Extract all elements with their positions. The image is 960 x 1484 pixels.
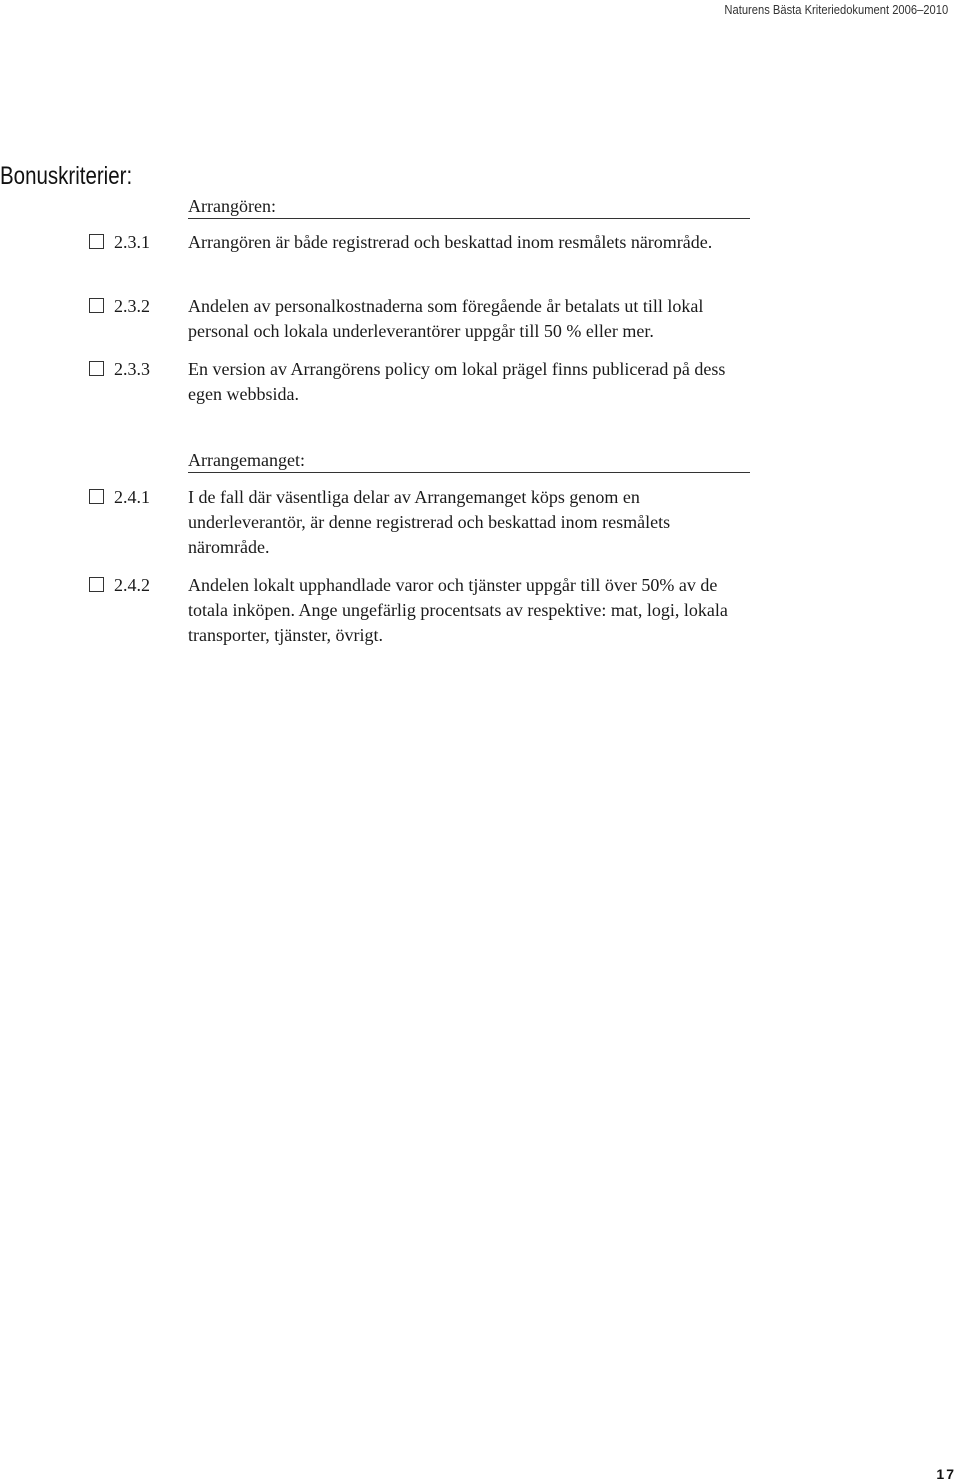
criterion-code: 2.3.2 (114, 296, 150, 316)
checkbox-2-3-2[interactable] (89, 298, 104, 313)
criterion-code: 2.3.3 (114, 359, 150, 379)
criterion-text: Andelen lokalt upphandlade varor och tjänster uppgår till över 50% av de totala inköpen. Ange ungefärlig procentsats av respektive: mat, logi, lokala transporter, tjänster, övrigt. (188, 575, 728, 645)
criterion-code: 2.4.1 (114, 487, 150, 507)
section-title-arrangemanget: Arrangemanget: (188, 448, 750, 473)
checkbox-2-4-1[interactable] (89, 489, 104, 504)
running-header: Naturens Bästa Kriteriedokument 2006–2010 (724, 2, 948, 17)
criterion-text: Arrangören är både registrerad och beskattad inom resmålets närområde. (188, 232, 713, 252)
checkbox-2-3-1[interactable] (89, 234, 104, 249)
page-number: 17 (936, 1466, 956, 1482)
checkbox-2-3-3[interactable] (89, 361, 104, 376)
criterion-code: 2.4.2 (114, 575, 150, 595)
criterion-text: Andelen av personalkostnaderna som föregående år betalats ut till lokal personal och lokala underleverantörer uppgår till 50 % eller mer. (188, 296, 704, 341)
checkbox-2-4-2[interactable] (89, 577, 104, 592)
section-title-arrangoren: Arrangören: (188, 194, 750, 219)
page-title: Bonuskriterier: (0, 162, 133, 190)
criterion-code: 2.3.1 (114, 232, 150, 252)
criterion-text: En version av Arrangörens policy om lokal prägel finns publicerad på dess egen webbsida. (188, 359, 726, 404)
criterion-text: I de fall där väsentliga delar av Arrangemanget köps genom en underleverantör, är denne registrerad och beskattad inom resmålets närområde. (188, 487, 671, 557)
